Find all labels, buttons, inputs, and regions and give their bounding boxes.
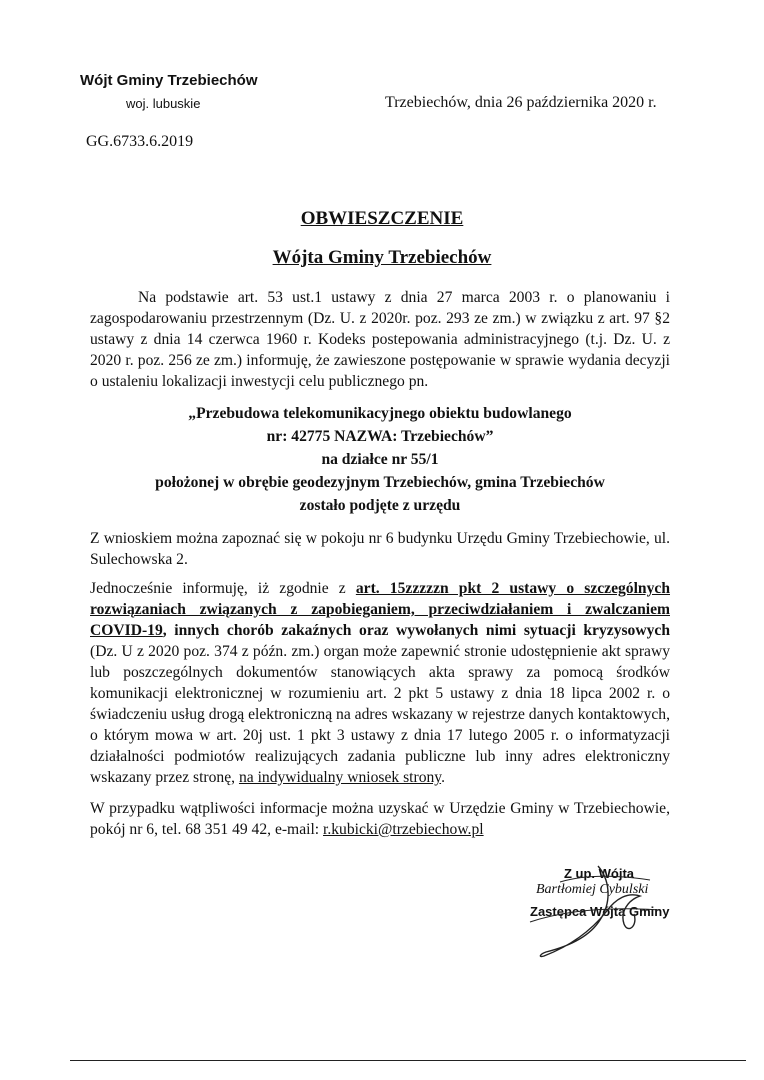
reference-number: GG.6733.6.2019 (86, 133, 194, 150)
email-link[interactable]: r.kubicki@trzebiechow.pl (323, 821, 484, 838)
signature-stamp (500, 862, 720, 972)
handwritten-signature (500, 862, 720, 972)
main-text: . (441, 769, 445, 786)
stamp-name: Bartłomiej Cybulski (536, 882, 649, 897)
inquiry-paragraph (90, 798, 670, 840)
intro-paragraph: Na podstawie art. 53 ust.1 ustawy z dnia 27 marca 2003 r. o planowaniu i zagospodarowaniu przestrzennym (Dz. U. z 2020r. poz. 293 ze zm.) w związku z art. 97 §2 ustawy z dnia 14 czerwca 1960 r. Kodeks postepowania administracyjnego (t.j. Dz. U. z 2020 r. poz. 256 ze zm.) informuję, że zawieszone postępowanie w sprawie wydania decyzji o ustaleniu lokalizacji inwestycji celu publicznego pn. (90, 289, 670, 390)
voivodeship: woj. lubuskie (126, 96, 201, 111)
law-title-rest: innych chorób zakaźnych oraz wywołanych nimi sytuacji kryzysowych (174, 622, 671, 639)
main-text: (Dz. U z 2020 poz. 374 z późn. zm.) organ może zapewnić stronie udostępnienie akt sprawy lub poszczególnych dokumentów stanowiących akta sprawy za pomocą środków komunikacji elektronicznej w rozumieniu art. 2 pkt 5 ustawy z dnia 18 lipca 2002 r. o świadczeniu usług drogą elektroniczną na adres wskazany w rejestrze danych kontaktowych, o którym mowa w art. 20j ust. 1 pkt 3 ustawy z dnia 17 lutego 2005 r. o informatyzacji działalności podmiotów realizujących zadania publiczne lub inny adres elektroniczny wskazany przez stronę, (90, 643, 670, 786)
law-reference: art. 15zzzzzn pkt 2 ustawy o szczególnych rozwiązaniach związanych z zapobieganiem, przeciwdziałaniem i zwalczaniem COVID-19 (90, 580, 670, 639)
request-note: na indywidualny wniosek strony (238, 769, 442, 786)
project-line: położonej w obrębie geodezyjnym Trzebiechów, gmina Trzebiechów (155, 474, 605, 491)
stamp-position: Zastępca Wójta Gminy (530, 904, 670, 919)
project-line: na działce nr 55/1 (321, 451, 439, 468)
document-title: OBWIESZCZENIE (300, 208, 464, 229)
main-text: Jednocześnie informuję, iż zgodnie z (90, 580, 356, 597)
main-paragraph (90, 578, 670, 788)
project-line: „Przebudowa telekomunikacyjnego obiektu budowlanego (188, 405, 572, 422)
footer-divider (70, 1060, 746, 1061)
project-line: nr: 42775 NAZWA: Trzebiechów” (266, 428, 494, 445)
project-line: zostało podjęte z urzędu (299, 497, 461, 514)
place-date: Trzebiechów, dnia 26 października 2020 r. (385, 94, 657, 111)
project-description (90, 402, 670, 517)
main-text: , (162, 622, 175, 639)
contact-paragraph: Z wnioskiem można zapoznać się w pokoju nr 6 budynku Urzędu Gminy Trzebiechowie, ul. Sulechowska 2. (90, 530, 670, 568)
stamp-authorization: Z up. Wójta (564, 866, 635, 881)
issuer-name: Wójt Gminy Trzebiechów (80, 72, 258, 89)
document-subtitle: Wójta Gminy Trzebiechów (272, 247, 492, 268)
inquiry-text: W przypadku wątpliwości informacje można uzyskać w Urzędzie Gminy w Trzebiechowie, pokój nr 6, tel. 68 351 49 42, e-mail: (90, 800, 670, 838)
